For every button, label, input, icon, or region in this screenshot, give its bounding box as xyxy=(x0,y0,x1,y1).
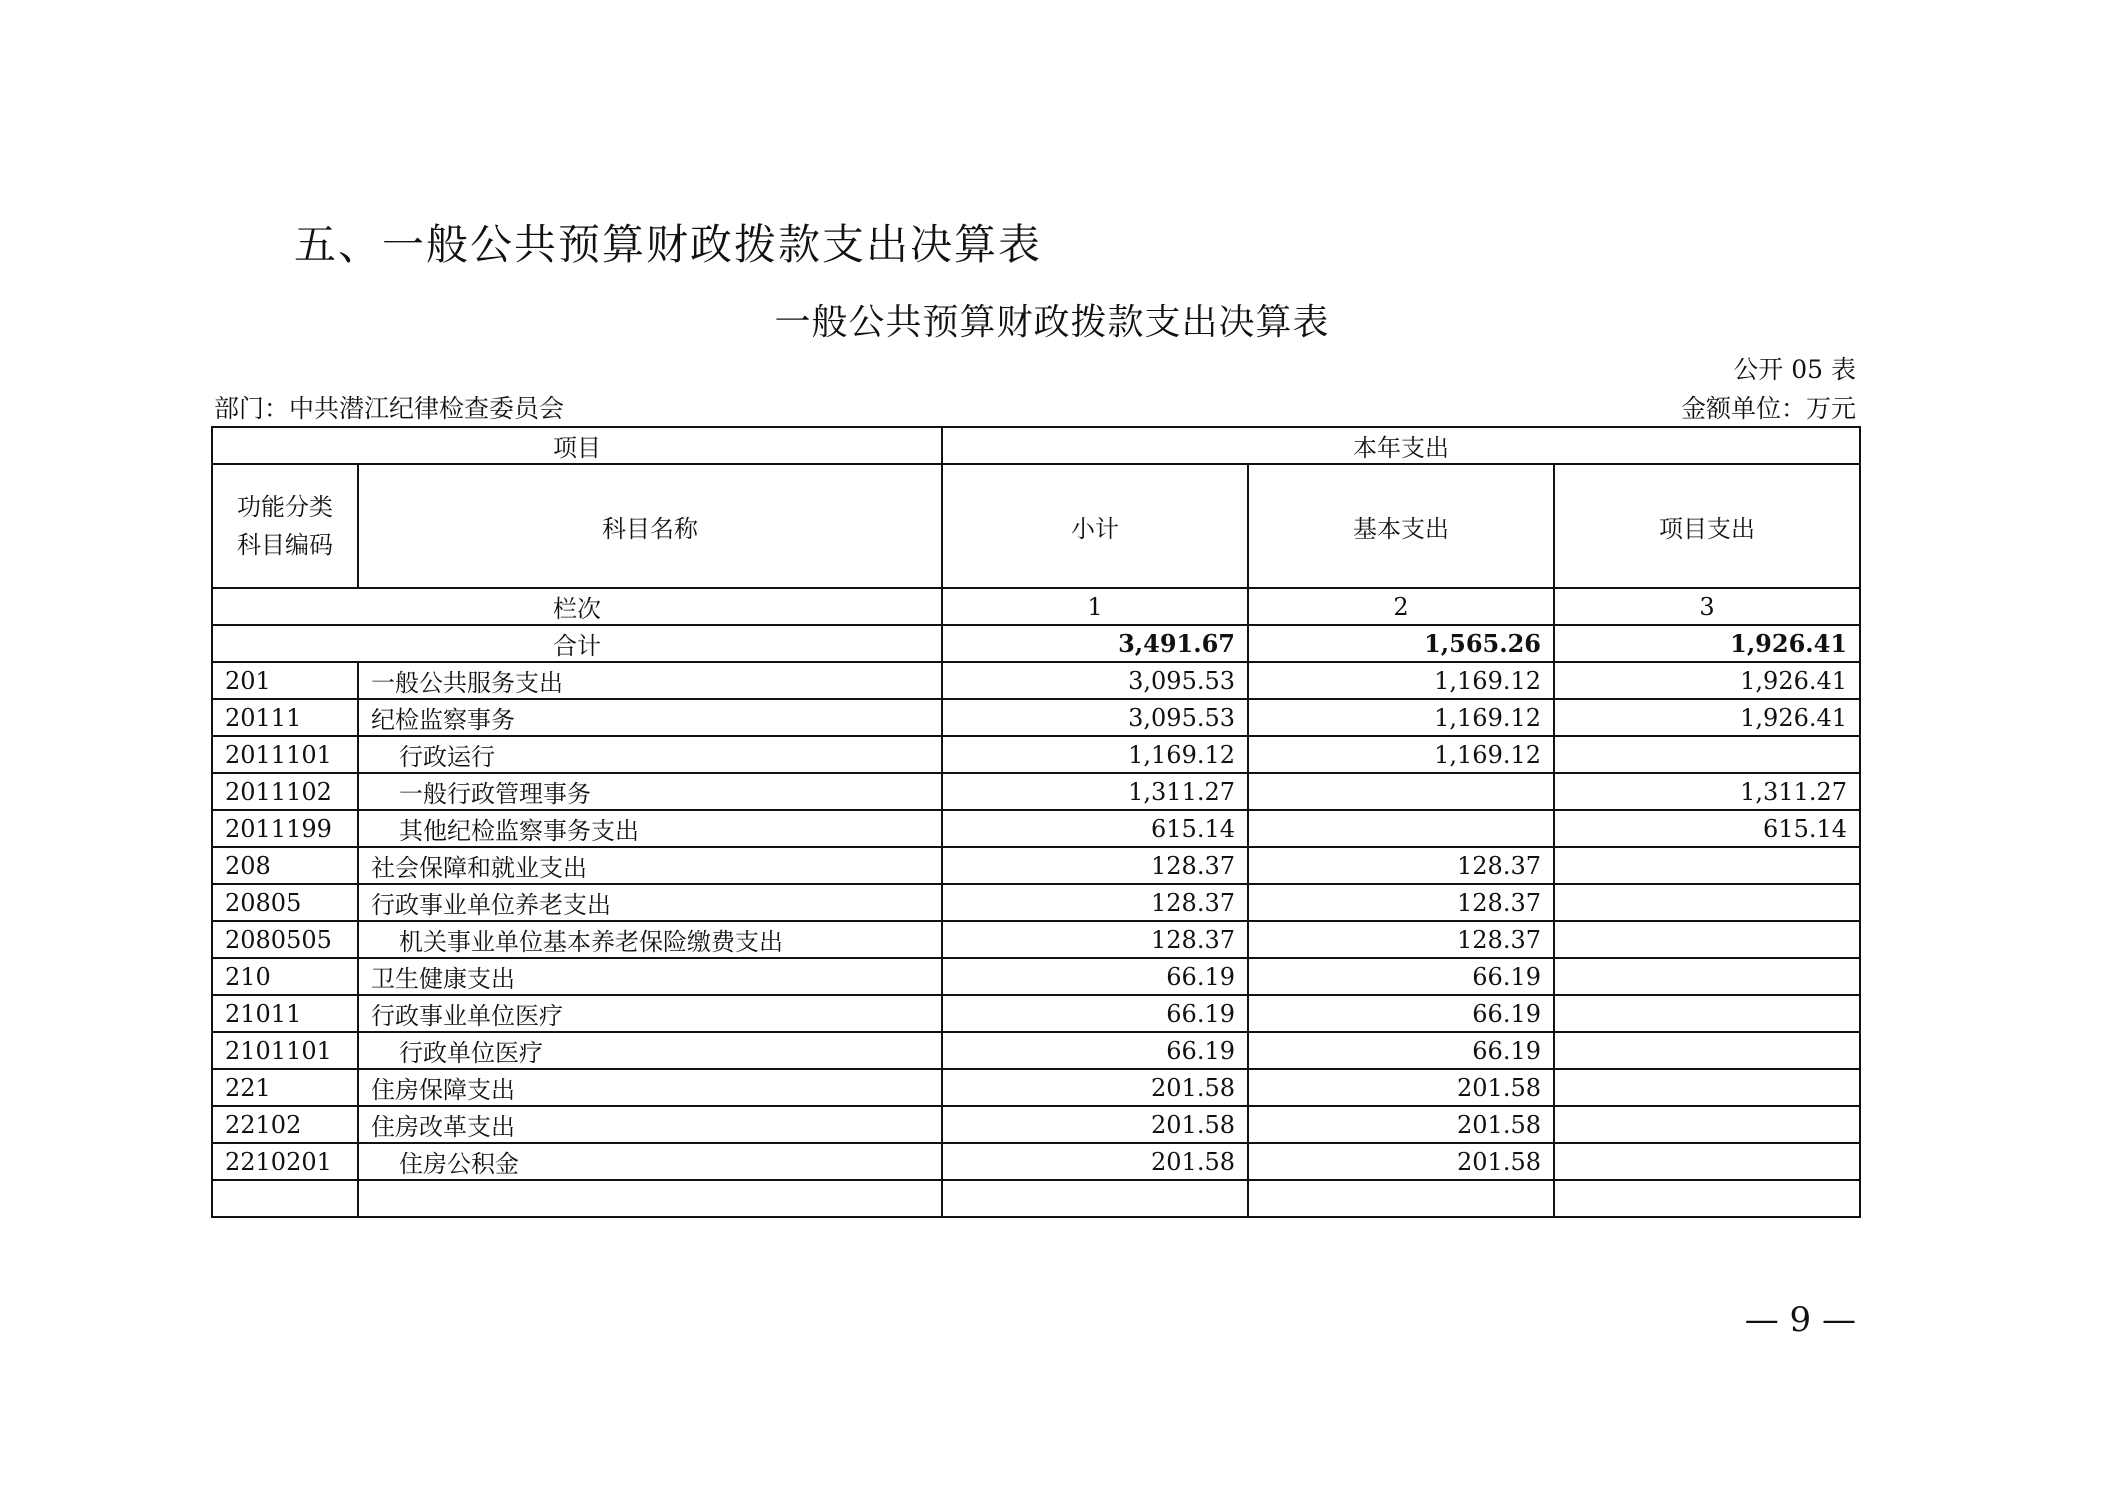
row-project: 1,926.41 xyxy=(1554,662,1860,699)
blank-cell xyxy=(942,1180,1248,1217)
row-code: 210 xyxy=(212,958,358,995)
row-subject-name: 行政事业单位医疗 xyxy=(358,995,942,1032)
row-subtotal: 66.19 xyxy=(942,995,1248,1032)
table-row xyxy=(212,847,1860,884)
row-subject-name: 一般公共服务支出 xyxy=(358,662,942,699)
header-current-year: 本年支出 xyxy=(942,427,1860,464)
row-subtotal: 66.19 xyxy=(942,1032,1248,1069)
row-subtotal: 201.58 xyxy=(942,1143,1248,1180)
row-project: 615.14 xyxy=(1554,810,1860,847)
row-code: 20111 xyxy=(212,699,358,736)
table-row xyxy=(212,699,1860,736)
row-project xyxy=(1554,1032,1860,1069)
row-project xyxy=(1554,995,1860,1032)
table-row xyxy=(212,1106,1860,1143)
total-row xyxy=(212,625,1860,662)
total-label: 合计 xyxy=(212,625,942,662)
table-row xyxy=(212,1032,1860,1069)
header-project: 项目支出 xyxy=(1554,464,1860,588)
row-subtotal: 1,311.27 xyxy=(942,773,1248,810)
row-basic: 201.58 xyxy=(1248,1143,1554,1180)
row-subtotal: 201.58 xyxy=(942,1106,1248,1143)
section-title: 五、一般公共预算财政拨款支出决算表 xyxy=(294,220,1043,269)
row-project: 1,926.41 xyxy=(1554,699,1860,736)
header-code-line2: 科目编码 xyxy=(237,531,333,559)
row-subject-name: 行政单位医疗 xyxy=(358,1032,942,1069)
row-subtotal: 128.37 xyxy=(942,921,1248,958)
row-basic: 128.37 xyxy=(1248,884,1554,921)
row-code: 2080505 xyxy=(212,921,358,958)
row-basic: 1,169.12 xyxy=(1248,699,1554,736)
row-basic: 66.19 xyxy=(1248,958,1554,995)
form-number: 公开 05 表 xyxy=(1733,355,1856,384)
row-subject-name: 纪检监察事务 xyxy=(358,699,942,736)
row-basic: 66.19 xyxy=(1248,995,1554,1032)
row-code: 21011 xyxy=(212,995,358,1032)
row-code: 2011199 xyxy=(212,810,358,847)
column-number-2: 2 xyxy=(1248,588,1554,625)
row-subtotal: 66.19 xyxy=(942,958,1248,995)
row-basic: 201.58 xyxy=(1248,1106,1554,1143)
header-row-2 xyxy=(212,464,1860,588)
row-basic: 201.58 xyxy=(1248,1069,1554,1106)
blank-cell xyxy=(1248,1180,1554,1217)
header-item: 项目 xyxy=(212,427,942,464)
blank-cell xyxy=(212,1180,358,1217)
table-row xyxy=(212,995,1860,1032)
expenditure-table xyxy=(211,426,1861,1218)
row-project xyxy=(1554,1106,1860,1143)
total-project: 1,926.41 xyxy=(1554,625,1860,662)
blank-cell xyxy=(1554,1180,1860,1217)
column-number-row xyxy=(212,588,1860,625)
total-subtotal: 3,491.67 xyxy=(942,625,1248,662)
column-number-1: 1 xyxy=(942,588,1248,625)
column-number-label: 栏次 xyxy=(212,588,942,625)
row-project xyxy=(1554,847,1860,884)
row-project xyxy=(1554,1069,1860,1106)
table-row xyxy=(212,1069,1860,1106)
table-row xyxy=(212,1143,1860,1180)
row-basic xyxy=(1248,810,1554,847)
row-project xyxy=(1554,958,1860,995)
row-subject-name: 住房公积金 xyxy=(358,1143,942,1180)
row-basic: 66.19 xyxy=(1248,1032,1554,1069)
row-subject-name: 行政运行 xyxy=(358,736,942,773)
row-project xyxy=(1554,921,1860,958)
row-subject-name: 机关事业单位基本养老保险缴费支出 xyxy=(358,921,942,958)
department-label: 部门：中共潜江纪律检查委员会 xyxy=(214,394,565,423)
header-row-1 xyxy=(212,427,1860,464)
table-row xyxy=(212,662,1860,699)
row-project: 1,311.27 xyxy=(1554,773,1860,810)
row-code: 2011102 xyxy=(212,773,358,810)
row-basic: 128.37 xyxy=(1248,921,1554,958)
header-code-line1: 功能分类 xyxy=(237,493,333,521)
row-subtotal: 128.37 xyxy=(942,884,1248,921)
row-subtotal: 1,169.12 xyxy=(942,736,1248,773)
row-subject-name: 住房改革支出 xyxy=(358,1106,942,1143)
row-code: 2101101 xyxy=(212,1032,358,1069)
blank-cell xyxy=(358,1180,942,1217)
row-subject-name: 行政事业单位养老支出 xyxy=(358,884,942,921)
row-code: 20805 xyxy=(212,884,358,921)
row-code: 2011101 xyxy=(212,736,358,773)
row-code: 221 xyxy=(212,1069,358,1106)
row-code: 2210201 xyxy=(212,1143,358,1180)
column-number-3: 3 xyxy=(1554,588,1860,625)
row-code: 22102 xyxy=(212,1106,358,1143)
row-subtotal: 3,095.53 xyxy=(942,699,1248,736)
row-project xyxy=(1554,1143,1860,1180)
table-row xyxy=(212,810,1860,847)
row-code: 201 xyxy=(212,662,358,699)
blank-row xyxy=(212,1180,1860,1217)
table-row xyxy=(212,958,1860,995)
row-subject-name: 卫生健康支出 xyxy=(358,958,942,995)
header-basic: 基本支出 xyxy=(1248,464,1554,588)
row-basic: 1,169.12 xyxy=(1248,662,1554,699)
table-row xyxy=(212,884,1860,921)
total-basic: 1,565.26 xyxy=(1248,625,1554,662)
row-basic: 1,169.12 xyxy=(1248,736,1554,773)
row-basic xyxy=(1248,773,1554,810)
header-code xyxy=(212,464,358,588)
table-row xyxy=(212,736,1860,773)
header-subtotal: 小计 xyxy=(942,464,1248,588)
row-project xyxy=(1554,884,1860,921)
row-subject-name: 住房保障支出 xyxy=(358,1069,942,1106)
row-subject-name: 其他纪检监察事务支出 xyxy=(358,810,942,847)
row-subtotal: 201.58 xyxy=(942,1069,1248,1106)
row-subtotal: 615.14 xyxy=(942,810,1248,847)
row-subtotal: 128.37 xyxy=(942,847,1248,884)
header-subject-name: 科目名称 xyxy=(358,464,942,588)
table-row xyxy=(212,773,1860,810)
row-subtotal: 3,095.53 xyxy=(942,662,1248,699)
table-row xyxy=(212,921,1860,958)
amount-unit-label: 金额单位：万元 xyxy=(1680,394,1856,423)
row-code: 208 xyxy=(212,847,358,884)
page-number: — 9 — xyxy=(1744,1300,1856,1340)
table-title: 一般公共预算财政拨款支出决算表 xyxy=(774,302,1330,343)
row-project xyxy=(1554,736,1860,773)
row-basic: 128.37 xyxy=(1248,847,1554,884)
row-subject-name: 一般行政管理事务 xyxy=(358,773,942,810)
row-subject-name: 社会保障和就业支出 xyxy=(358,847,942,884)
